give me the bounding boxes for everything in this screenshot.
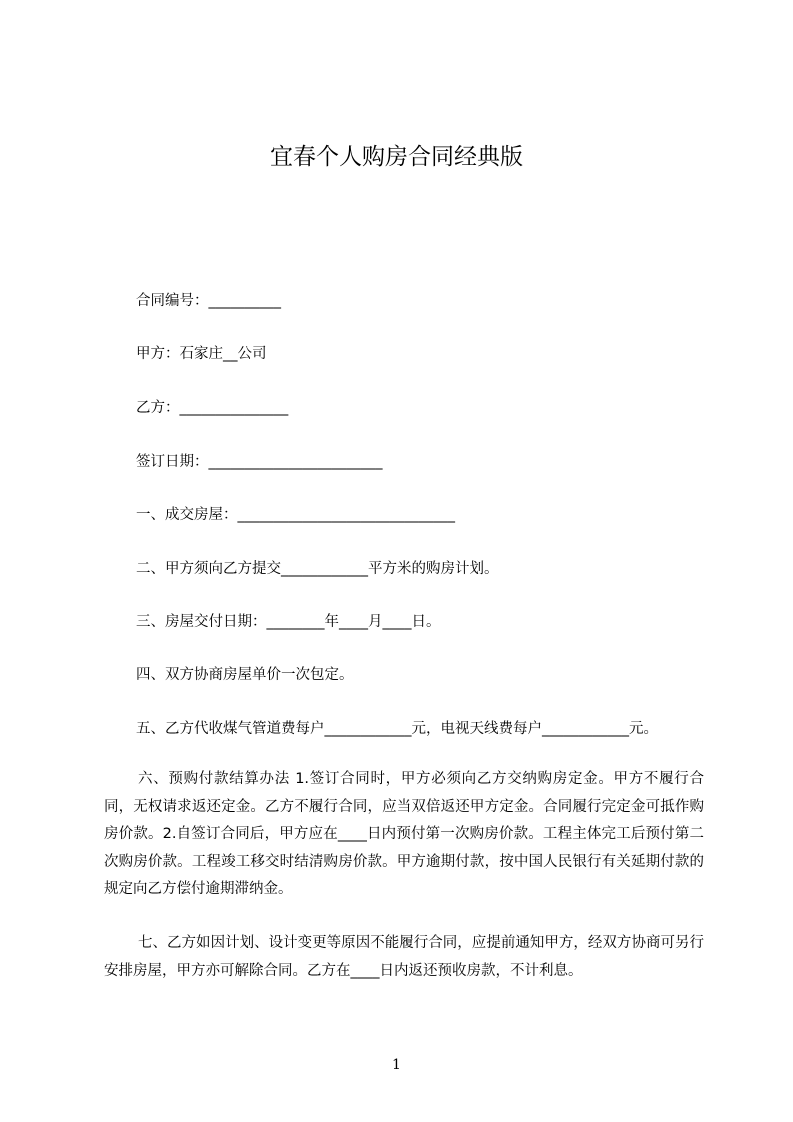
- clause-5-fees: 五、乙方代收煤气管道费每户____________元，电视天线费每户____________元。: [136, 721, 658, 737]
- clause-6-payment: 六、预购付款结算办法 1.签订合同时，甲方必须向乙方交纳购房定金。甲方不履行合同，无权请求返还定金。乙方不履行合同，应当双倍返还甲方定金。合同履行完定金可抵作购房价款。2.自签订合同后，甲方应在____日内预付第一次购房价款。工程主体完工后预付第二次购房价款。工程竣工移交时结清购房价款。甲方逾期付款，按中国人民银行有关延期付款的规定向乙方偿付逾期滞纳金。: [104, 771, 704, 897]
- clause-4-unit-price: 四、双方协商房屋单价一次包定。: [136, 667, 354, 683]
- clause-7-changes: 七、乙方如因计划、设计变更等原因不能履行合同，应提前通知甲方，经双方协商可另行安排房屋，甲方亦可解除合同。乙方在____日内返还预收房款，不计利息。: [104, 935, 704, 979]
- party-a-field: 甲方：石家庄__公司: [136, 346, 267, 362]
- page-number: 1: [392, 1057, 401, 1073]
- party-b-field: 乙方：_______________: [136, 400, 289, 416]
- clause-1-property: 一、成交房屋：______________________________: [136, 507, 455, 523]
- contract-number-field: 合同编号：__________: [136, 293, 281, 309]
- clause-2-area: 二、甲方须向乙方提交____________平方米的购房计划。: [136, 561, 499, 577]
- document-title: 宜春个人购房合同经典版: [270, 144, 523, 170]
- sign-date-field: 签订日期：________________________: [136, 454, 383, 470]
- clause-3-delivery-date: 三、房屋交付日期：________年____月____日。: [136, 614, 441, 630]
